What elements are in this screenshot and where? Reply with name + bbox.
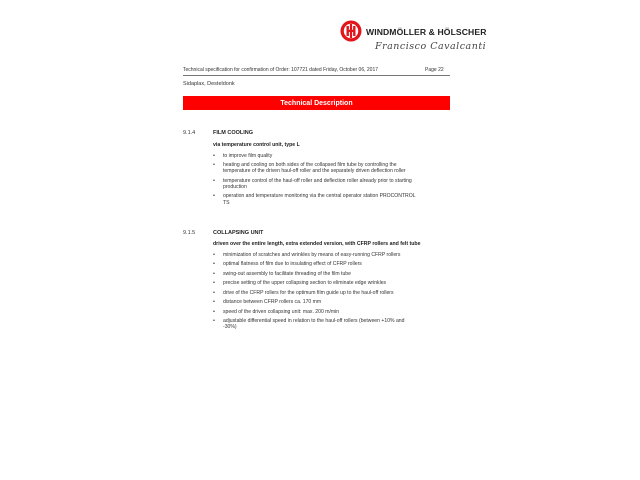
brand-name: WINDMÖLLER & HÖLSCHER xyxy=(366,27,487,37)
list-item: • speed of the driven collapsing unit: max. 200 m/min xyxy=(213,309,418,315)
section-film-cooling xyxy=(183,130,450,206)
list-item: • heating and cooling on both sides of the collapsed film tube by controlling the temperature of the driven haul-off roller and the separately driven deflection roller xyxy=(213,162,418,174)
page-number: Page 22 xyxy=(425,67,444,73)
company-logo-icon xyxy=(340,20,362,42)
section-subtitle: via temperature control unit, type L xyxy=(213,142,300,148)
section-collapsing-unit xyxy=(183,230,450,330)
list-item: • swing-out assembly to facilitate threading of the film tube xyxy=(213,271,418,277)
section-subtitle: driven over the entire length, extra extended version, with CFRP rollers and felt tube xyxy=(213,241,421,247)
list-item: • optimal flatness of film due to insulating effect of CFRP rollers xyxy=(213,261,418,267)
list-item: • operation and temperature monitoring via the central operator station PROCONTROL TS xyxy=(213,193,418,205)
section-title: COLLAPSING UNIT xyxy=(213,230,264,236)
list-item: • precise setting of the upper collapsing section to eliminate edge wrinkles xyxy=(213,280,418,286)
customer-name: Sidaplax, Desteldonk xyxy=(183,81,235,87)
section-number: 9.1.5 xyxy=(183,230,196,236)
list-item: • distance between CFRP rollers ca. 170 mm xyxy=(213,299,418,305)
section-banner: Technical Description xyxy=(183,96,450,110)
brand-signature: Francisco Cavalcanti xyxy=(375,41,487,52)
list-item: • adjustable differential speed in relation to the haul-off rollers (between +10% and -30%) xyxy=(213,318,418,330)
specification-line: Technical specification for confirmation of Order: 107721 dated Friday, October 06, 2017 xyxy=(183,67,379,73)
section-title: FILM COOLING xyxy=(213,130,254,136)
list-item: • minimization of scratches and wrinkles by means of easy-running CFRP rollers xyxy=(213,252,418,258)
list-item: • to improve film quality xyxy=(213,153,418,159)
bullet-list xyxy=(213,252,418,331)
list-item: • drive of the CFRP rollers for the optimum film guide up to the haul-off rollers xyxy=(213,290,418,296)
section-number: 9.1.4 xyxy=(183,130,196,136)
bullet-list xyxy=(213,153,418,206)
list-item: • temperature control of the haul-off roller and deflection roller already prior to starting production xyxy=(213,178,418,190)
header-divider xyxy=(183,75,450,76)
